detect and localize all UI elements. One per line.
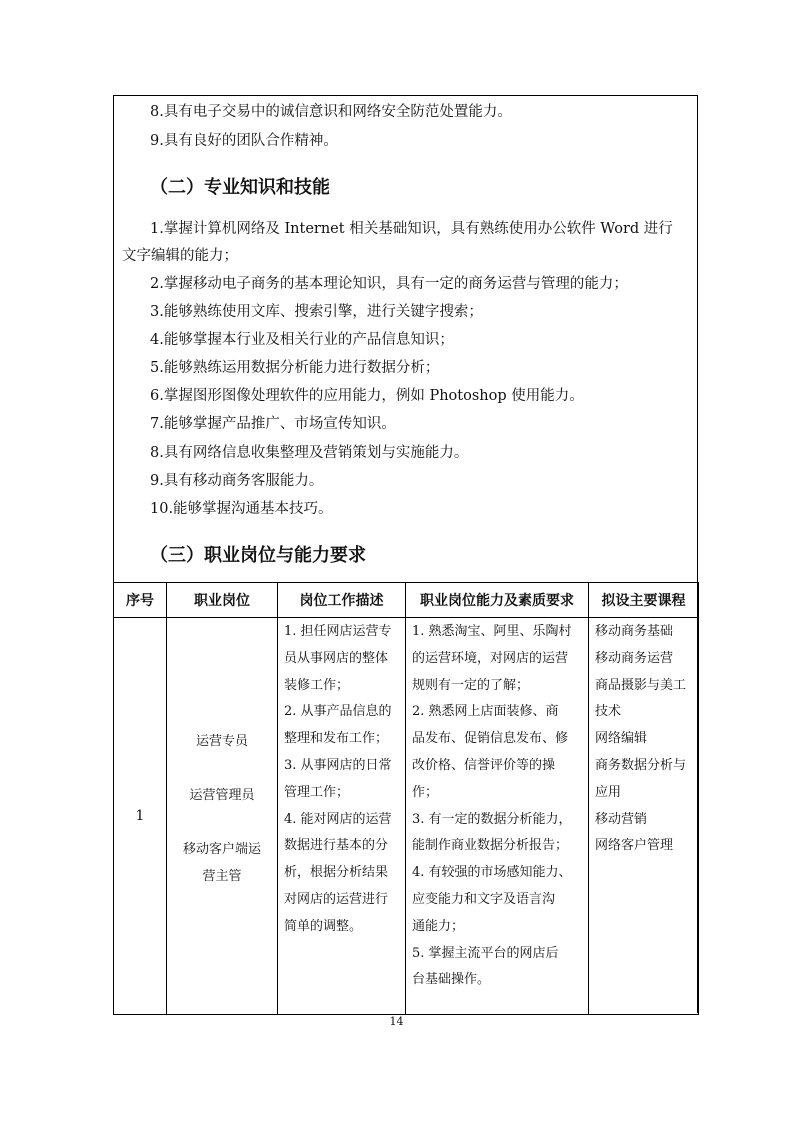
- section-heading-skills: （二）专业知识和技能: [150, 177, 330, 198]
- requirement-line: 4. 有较强的市场感知能力、: [412, 865, 572, 881]
- table-row: [114, 618, 699, 1015]
- description-line: 3. 从事网店的日常: [284, 757, 392, 773]
- intro-item: 9.具有良好的团队合作精神。: [150, 133, 338, 149]
- post-name: 营主管: [202, 869, 242, 884]
- course-line: 移动营销: [595, 811, 648, 827]
- post-name: 移动客户端运: [182, 842, 261, 857]
- post-name: 运营管理员: [189, 788, 255, 803]
- header-no: 序号: [114, 583, 167, 618]
- description-line: 管理工作；: [284, 784, 350, 800]
- requirement-line: 1. 熟悉淘宝、阿里、乐陶村: [412, 624, 572, 639]
- header-post: 职业岗位: [167, 583, 278, 618]
- requirements-cell: [406, 618, 589, 1015]
- page-number: 14: [389, 1015, 404, 1028]
- description-line: 数据进行基本的分: [284, 838, 389, 854]
- course-line: 网络编辑: [595, 731, 648, 747]
- skill-item: 9.具有移动商务客服能力。: [150, 473, 324, 489]
- description-line: 4. 能对网店的运营: [284, 811, 392, 827]
- skill-item: 6.掌握图形图像处理软件的应用能力，例如 Photoshop 使用能力。: [150, 388, 584, 404]
- table-header-row: [114, 583, 699, 618]
- description-cell: [278, 618, 406, 1015]
- skill-item: 5.能够熟练运用数据分析能力进行数据分析；: [150, 360, 440, 376]
- requirement-line: 通能力；: [412, 918, 465, 934]
- post-name: 运营专员: [195, 734, 248, 749]
- skill-item: 2.掌握移动电子商务的基本理论知识，具有一定的商务运营与管理的能力；: [150, 276, 628, 292]
- skill-item: 4.能够掌握本行业及相关行业的产品信息知识；: [150, 332, 454, 348]
- course-line: 商品摄影与美工: [595, 677, 687, 693]
- requirement-line: 能制作商业数据分析报告；: [412, 838, 569, 854]
- requirement-line: 品发布、促销信息发布、修: [412, 731, 569, 747]
- description-line: 对网店的运营进行: [284, 891, 389, 907]
- course-line: 移动商务基础: [595, 624, 674, 639]
- header-courses: 拟设主要课程: [589, 583, 699, 618]
- row-number: 1: [114, 618, 167, 1015]
- post-cell: [167, 618, 278, 1015]
- course-line: 移动商务运营: [595, 650, 674, 666]
- skill-item: 3.能够熟练使用文库、搜索引擎，进行关键字搜索；: [150, 304, 483, 320]
- requirement-line: 的运营环境，对网店的运营: [412, 650, 569, 666]
- intro-item: 8.具有电子交易中的诚信意识和网络安全防范处置能力。: [150, 104, 512, 120]
- course-line: 网络客户管理: [595, 838, 674, 854]
- header-description: 岗位工作描述: [278, 583, 406, 618]
- courses-cell: [589, 618, 699, 1015]
- skill-item: 7.能够掌握产品推广、市场宣传知识。: [150, 416, 396, 432]
- description-line: 1. 担任网店运营专: [284, 624, 392, 639]
- course-line: 技术: [595, 704, 622, 720]
- course-line: 商务数据分析与: [595, 757, 687, 773]
- description-line: 装修工作；: [284, 677, 350, 693]
- skill-item: 1.掌握计算机网络及 Internet 相关基础知识，具有熟练使用办公软件 Word 进行: [150, 221, 673, 237]
- requirement-line: 台基础操作。: [412, 972, 491, 988]
- course-line: 应用: [595, 784, 622, 800]
- description-line: 整理和发布工作；: [284, 731, 389, 747]
- header-requirements: 职业岗位能力及素质要求: [406, 583, 589, 618]
- requirement-line: 规则有一定的了解；: [412, 677, 530, 693]
- description-line: 析，根据分析结果: [284, 865, 389, 881]
- skill-item: 8.具有网络信息收集整理及营销策划与实施能力。: [150, 445, 469, 461]
- requirement-line: 5. 掌握主流平台的网店后: [412, 945, 559, 961]
- description-line: 员从事网店的整体: [284, 650, 389, 666]
- requirement-line: 3. 有一定的数据分析能力，: [412, 811, 572, 827]
- description-line: 2. 从事产品信息的: [284, 704, 392, 720]
- requirement-line: 应变能力和文字及语言沟: [412, 891, 556, 907]
- requirement-line: 改价格、信誉评价等的操: [412, 757, 556, 773]
- requirement-line: 作；: [412, 784, 439, 800]
- skill-item: 10.能够掌握沟通基本技巧。: [150, 501, 333, 517]
- section-heading-jobs: （三）职业岗位与能力要求: [150, 545, 366, 566]
- requirement-line: 2. 熟悉网上店面装修、商: [412, 704, 559, 720]
- description-line: 简单的调整。: [284, 918, 363, 934]
- job-requirements-table: [113, 582, 699, 1015]
- skill-item: 文字编辑的能力；: [122, 248, 238, 264]
